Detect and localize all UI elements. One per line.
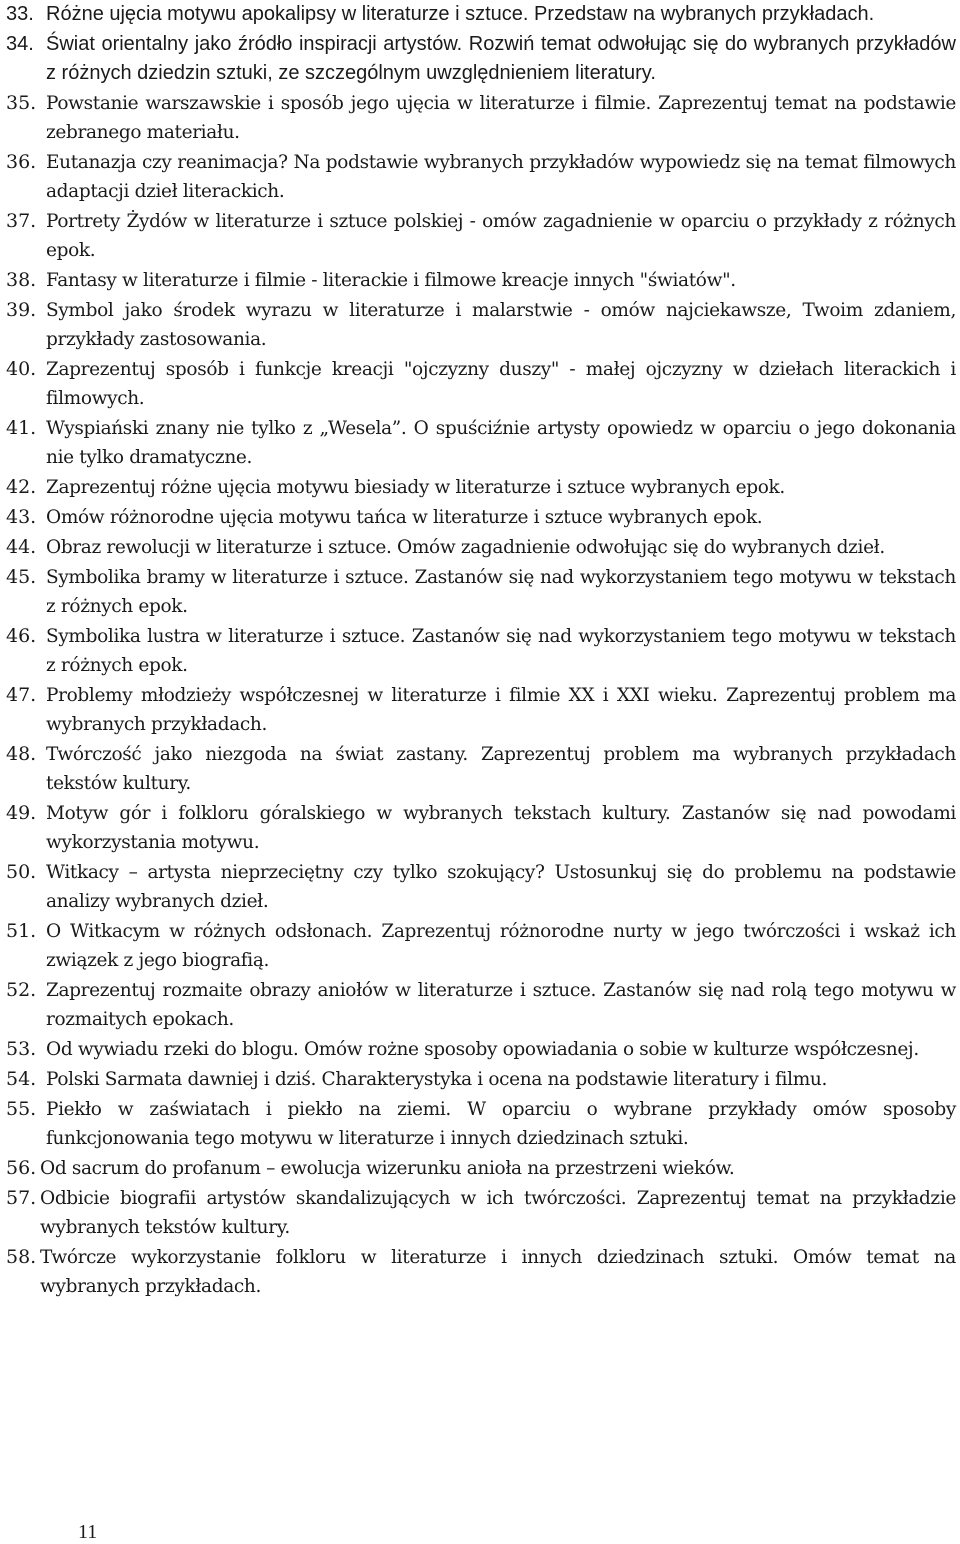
item-text: Piekło w zaświatach i piekło na ziemi. W oparciu o wybrane przykłady omów sposoby funkcjonowania tego motywu w literaturze i innych dziedzinach sztuki. [46,1099,956,1149]
item-number: 43. [6,506,37,528]
item-text: Problemy młodzieży współczesnej w literaturze i filmie XX i XXI wieku. Zaprezentuj problem ma wybranych przykładach. [46,685,956,735]
item-text: Symbolika bramy w literaturze i sztuce. Zastanów się nad wykorzystaniem tego motywu w tekstach z różnych epok. [46,567,956,617]
item-number: 54. [6,1068,37,1090]
item-number: 53. [6,1038,37,1060]
list-item [0,503,956,532]
list-item [0,681,956,739]
item-number: 40. [6,358,37,380]
item-number: 56. [6,1157,37,1179]
item-text: Witkacy – artysta nieprzeciętny czy tylko szokujący? Ustosunkuj się do problemu na podstawie analizy wybranych dzieł. [46,862,956,912]
list-item [0,533,956,562]
list-item [0,917,956,975]
item-text: Od sacrum do profanum – ewolucja wizerunku anioła na przestrzeni wieków. [40,1158,735,1179]
item-text: Zaprezentuj rozmaite obrazy aniołów w literaturze i sztuce. Zastanów się nad rolą tego motywu w rozmaitych epokach. [46,980,956,1030]
item-text: Zaprezentuj sposób i funkcje kreacji "ojczyzny duszy" - małej ojczyzny w dziełach literackich i filmowych. [46,359,956,409]
item-number: 33. [6,3,34,25]
list-item [0,89,956,147]
list-item [0,30,956,88]
item-number: 47. [6,684,37,706]
item-number: 45. [6,566,37,588]
list-item [0,622,956,680]
item-text: Symbol jako środek wyrazu w literaturze i malarstwie - omów najciekawsze, Twoim zdaniem, przykłady zastosowania. [46,300,956,350]
item-number: 49. [6,802,37,824]
item-text: Portrety Żydów w literaturze i sztuce polskiej - omów zagadnienie w oparciu o przykłady z różnych epok. [46,211,956,261]
list-item [0,414,956,472]
item-number: 48. [6,743,37,765]
list-item [0,858,956,916]
item-text: Eutanazja czy reanimacja? Na podstawie wybranych przykładów wypowiedz się na temat filmowych adaptacji dzieł literackich. [46,152,956,202]
list-item [0,1065,956,1094]
item-number: 50. [6,861,37,883]
item-text: O Witkacym w różnych odsłonach. Zaprezentuj różnorodne nurty w jego twórczości i wskaż ich związek z jego biografią. [46,921,956,971]
list-item [0,207,956,265]
item-number: 55. [6,1098,37,1120]
item-text: Wyspiański znany nie tylko z „Wesela”. O spuściźnie artysty opowiedz w oparciu o jego dokonania nie tylko dramatyczne. [46,418,956,468]
list-item [0,976,956,1034]
item-number: 37. [6,210,37,232]
item-text: Fantasy w literaturze i filmie - literackie i filmowe kreacje innych "światów". [46,270,736,291]
list-item [0,563,956,621]
item-number: 57. [6,1187,37,1209]
item-number: 51. [6,920,37,942]
item-text: Odbicie biografii artystów skandalizujących w ich twórczości. Zaprezentuj temat na przykładzie wybranych tekstów kultury. [40,1188,956,1238]
item-number: 44. [6,536,37,558]
list-item [0,1243,956,1301]
list-item [0,740,956,798]
list-item [0,0,956,29]
item-text: Różne ujęcia motywu apokalipsy w literaturze i sztuce. Przedstaw na wybranych przykładach. [46,3,875,25]
item-text: Polski Sarmata dawniej i dziś. Charakterystyka i ocena na podstawie literatury i filmu. [46,1069,827,1090]
list-item [0,1035,956,1064]
list-item [0,1095,956,1153]
list-item [0,266,956,295]
item-text: Powstanie warszawskie i sposób jego ujęcia w literaturze i filmie. Zaprezentuj temat na podstawie zebranego materiału. [46,93,956,143]
list-item [0,473,956,502]
item-text: Twórczość jako niezgoda na świat zastany. Zaprezentuj problem ma wybranych przykładach tekstów kultury. [46,744,956,794]
item-number: 42. [6,476,37,498]
item-number: 39. [6,299,37,321]
item-text: Zaprezentuj różne ujęcia motywu biesiady w literaturze i sztuce wybranych epok. [46,477,785,498]
item-number: 58. [6,1246,37,1268]
item-number: 46. [6,625,37,647]
item-text: Motyw gór i folkloru góralskiego w wybranych tekstach kultury. Zastanów się nad powodami wykorzystania motywu. [46,803,956,853]
list-item [0,355,956,413]
item-number: 36. [6,151,37,173]
item-number: 41. [6,417,37,439]
list-item [0,799,956,857]
page-number: 11 [78,1521,98,1543]
list-item [0,296,956,354]
item-text: Od wywiadu rzeki do blogu. Omów rożne sposoby opowiadania o sobie w kulturze współczesnej. [46,1039,919,1060]
item-text: Symbolika lustra w literaturze i sztuce. Zastanów się nad wykorzystaniem tego motywu w tekstach z różnych epok. [46,626,956,676]
list-item [0,1154,956,1183]
item-number: 52. [6,979,37,1001]
item-text: Omów różnorodne ujęcia motywu tańca w literaturze i sztuce wybranych epok. [46,507,763,528]
list-item [0,1184,956,1242]
item-number: 35. [6,92,37,114]
item-text: Obraz rewolucji w literaturze i sztuce. Omów zagadnienie odwołując się do wybranych dzieł. [46,537,885,558]
item-number: 34. [6,33,34,55]
item-text: Świat orientalny jako źródło inspiracji artystów. Rozwiń temat odwołując się do wybranych przykładów z różnych dziedzin sztuki, ze szczególnym uwzględnieniem literatury. [46,33,956,84]
item-number: 38. [6,269,37,291]
list-item [0,148,956,206]
item-text: Twórcze wykorzystanie folkloru w literaturze i innych dziedzinach sztuki. Omów temat na wybranych przykładach. [40,1247,956,1297]
